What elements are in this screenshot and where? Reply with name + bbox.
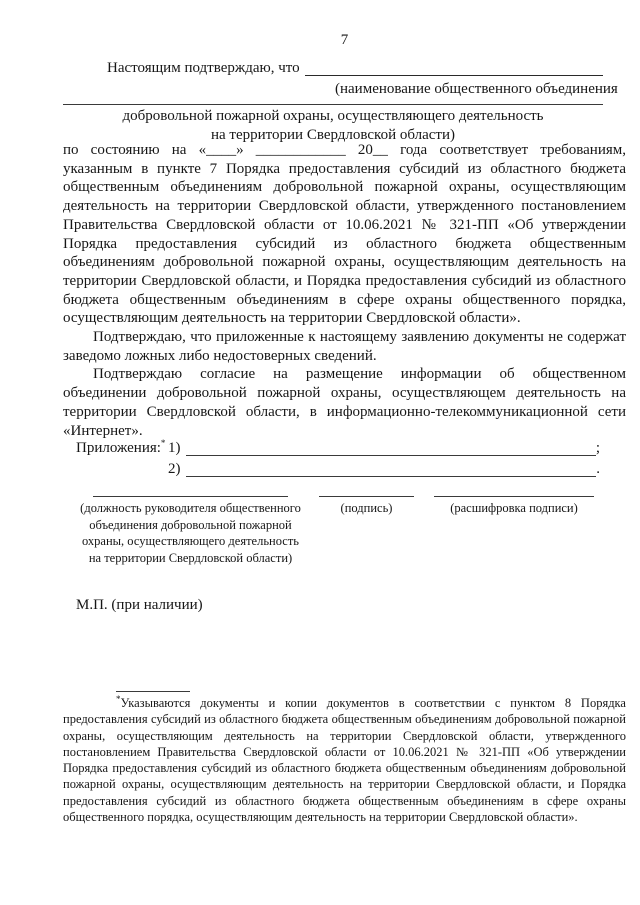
blank-caption-line2: добровольной пожарной охраны, осуществляющего деятельность (122, 108, 544, 124)
blank-caption-continued (63, 107, 603, 145)
signature-name-line (434, 496, 594, 497)
attachment-number-1: 1) (168, 440, 181, 456)
page-number: 7 (340, 32, 349, 48)
signature-position-line (93, 496, 288, 497)
signature-name-column (434, 496, 594, 517)
stamp-note: М.П. (при наличии) (76, 597, 203, 613)
footnote-body: Указываются документы и копии документов в соответствии с пунктом 8 Порядка предоставления субсидий из областного бюджета общественным объединениям добровольной пожарной охраны, осуществляющим деятельность на территории Свердловской области, утвержденного постановлением Правительства Свердловской области от 10.06.2021 № 321-ПП «Об утверждении Порядка предоставления субсидий из областного бюджета общественным объединениям добровольной пожарной охраны, осуществляющим деятельность на территории Свердловской области, и Порядка предоставления субсидий из областного бюджета общественным объединениям в сфере охраны общественного порядка, осуществляющим деятельность на территории Свердловской области». (63, 696, 626, 825)
confirmation-line (63, 59, 603, 78)
signature-sign-line (319, 496, 414, 497)
blank-caption-line3: на территории Свердловской области) (210, 127, 455, 143)
signature-name-caption: (расшифровка подписи) (450, 501, 578, 515)
attachment-row-1 (76, 438, 600, 459)
signature-position-column (78, 496, 303, 566)
organization-name-blank (305, 59, 603, 76)
signature-position-caption: (должность руководителя общественного объединения добровольной пожарной охраны, осуществляющего деятельность на территории Свердловской области) (80, 501, 301, 565)
footnote-section (63, 691, 626, 825)
attachment-punctuation-2: . (596, 461, 600, 477)
blank-caption-line1: (наименование общественного объединения (335, 81, 618, 97)
attachment-row-2 (76, 459, 600, 480)
attachments-label: Приложения:* (76, 438, 166, 456)
confirmation-text: Настоящим подтверждаю, что (107, 60, 300, 76)
signature-sign-column (319, 496, 414, 517)
signature-sign-caption: (подпись) (340, 501, 393, 515)
attachments-label-spacer (76, 459, 168, 480)
attachment-blank-1 (186, 438, 596, 456)
attachments-section (76, 438, 600, 480)
footnote-separator (116, 691, 190, 692)
attachment-blank-2 (186, 459, 597, 477)
organization-name-blank-line2 (63, 104, 603, 105)
footnote-reference-marker: * (160, 438, 166, 448)
paragraph-compliance: по состоянию на «____» ____________ 20__ года соответствует требованиям, указанным в пункте 7 Порядка предоставления субсидий из областного бюджета общественным объединениям добровольной пожарной охраны, осуществляющим деятельность на территории Свердловской области, утвержденного постановлением Правительства Свердловской области от 10.06.2021 № 321-ПП «Об утверждении Порядка предоставления субсидий из областного бюджета общественным объединениям добровольной пожарной охраны, осуществляющим деятельность на территории Свердловской области, и Порядка предоставления субсидий из областного бюджета общественным объединениям в сфере охраны общественного порядка, осуществляющим деятельность на территории Свердловской области». (63, 142, 626, 327)
footnote-text (63, 695, 626, 825)
paragraph-documents-truthful: Подтверждаю, что приложенные к настоящему заявлению документы не содержат заведомо ложных либо недостоверных сведений. (63, 329, 626, 364)
attachment-punctuation-1: ; (595, 440, 600, 456)
paragraph-consent-internet: Подтверждаю согласие на размещение информации об общественном объединении добровольной пожарной охраны, осуществляющем деятельность на территории Свердловской области, в информационно-телекоммуникационной сети «Интернет». (63, 366, 626, 439)
attachment-number-2: 2) (168, 461, 181, 477)
signature-block (78, 496, 594, 566)
footnote-marker: * (116, 693, 121, 704)
body-text (63, 141, 626, 440)
paragraph-indent (63, 59, 107, 78)
